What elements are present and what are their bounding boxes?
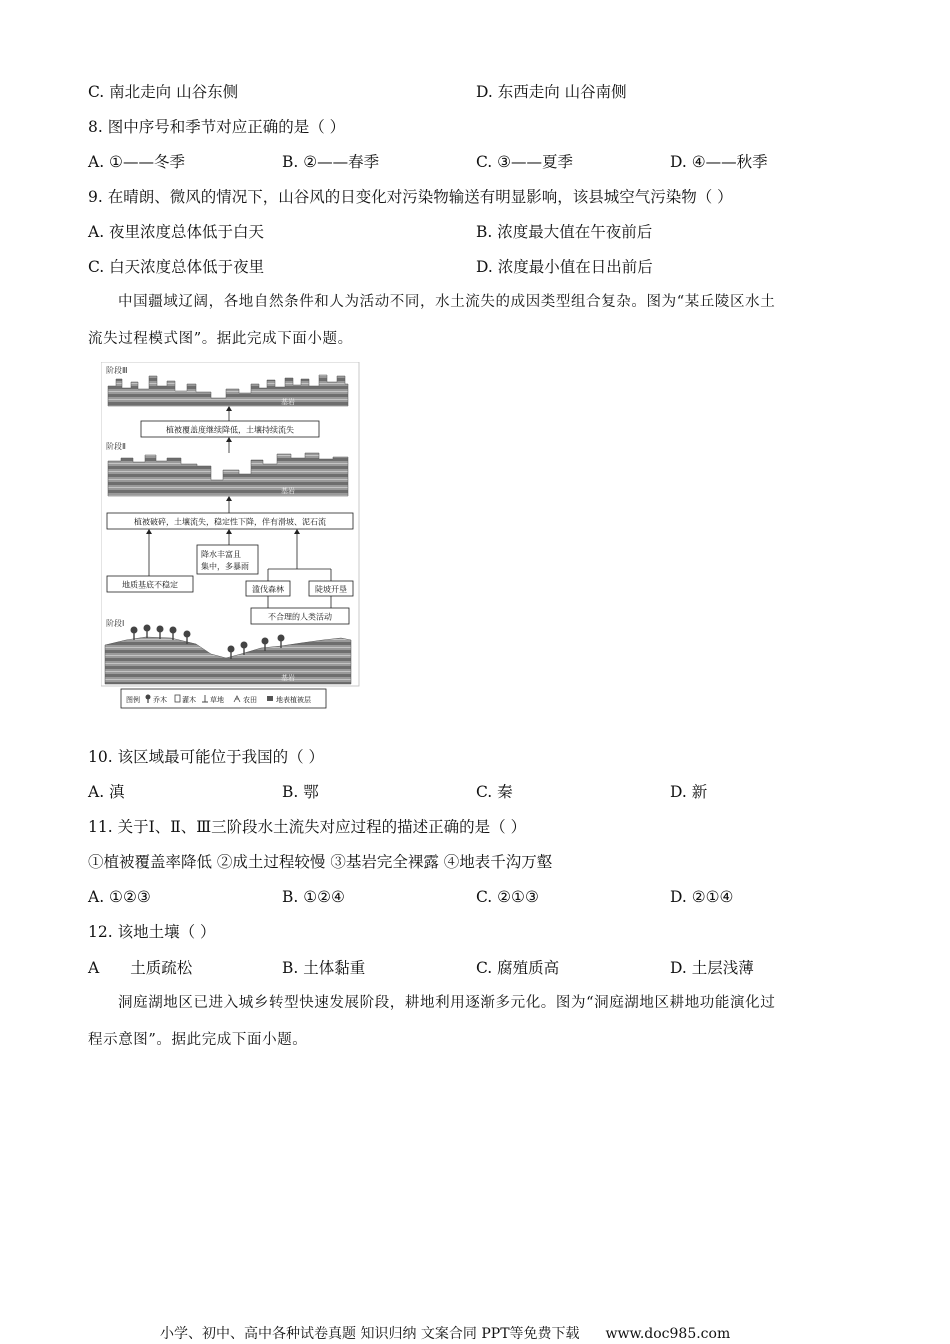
- q11-stem: 11. 关于Ⅰ、Ⅱ、Ⅲ三阶段水土流失对应过程的描述正确的是（ ）: [88, 818, 527, 836]
- q12-option-b: B. 土体黏重: [282, 959, 366, 977]
- q9-option-b: B. 浓度最大值在午夜前后: [476, 223, 653, 241]
- q7-option-d: D. 东西走向 山谷南侧: [476, 83, 627, 101]
- stage3-bedrock-label: 基岩: [281, 398, 295, 406]
- svg-text:植被破碎，土壤流失，稳定性下降，伴有滑坡、泥石流: 植被破碎，土壤流失，稳定性下降，伴有滑坡、泥石流: [134, 517, 326, 527]
- q12-option-c: C. 腐殖质高: [476, 959, 560, 977]
- svg-text:草地: 草地: [210, 696, 224, 704]
- q10-stem: 10. 该区域最可能位于我国的（ ）: [88, 748, 325, 766]
- q8-option-b: B. ②——春季: [282, 153, 380, 171]
- stage1-terrain: [105, 637, 351, 684]
- stage3-label: 阶段Ⅲ: [106, 366, 128, 375]
- intro2-line2: 程示意图”。据此完成下面小题。: [88, 1032, 308, 1048]
- svg-text:不合理的人类活动: 不合理的人类活动: [268, 612, 332, 622]
- svg-text:地质基底不稳定: 地质基底不稳定: [122, 580, 178, 590]
- q11-option-a: A. ①②③: [88, 888, 151, 906]
- q9-stem: 9. 在晴朗、微风的情况下，山谷风的日变化对污染物输送有明显影响，该县城空气污染物（ ）: [88, 188, 733, 206]
- svg-text:滥伐森林: 滥伐森林: [252, 585, 284, 594]
- svg-text:农田: 农田: [243, 696, 257, 704]
- intro2-line1: 洞庭湖地区已进入城乡转型快速发展阶段，耕地利用逐渐多元化。图为“洞庭湖地区耕地功能演化过: [118, 995, 776, 1011]
- footer-url[interactable]: www.doc985.com: [605, 1326, 731, 1342]
- stage3-terrain: [108, 375, 348, 406]
- stage2-terrain: [108, 453, 348, 496]
- q8-stem: 8. 图中序号和季节对应正确的是（ ）: [88, 118, 346, 136]
- q12-stem: 12. 该地土壤（ ）: [88, 923, 216, 941]
- q10-option-d: D. 新: [670, 783, 708, 801]
- q8-option-a: A. ①——冬季: [88, 153, 185, 171]
- footer-text: 小学、初中、高中各种试卷真题 知识归纳 文案合同 PPT等免费下载: [160, 1326, 580, 1342]
- q10-option-b: B. 鄂: [282, 783, 319, 801]
- q11-option-c: C. ②①③: [476, 888, 539, 906]
- stage2-bedrock-label: 基岩: [281, 487, 295, 495]
- soil-erosion-diagram: [101, 362, 363, 712]
- q9-option-a: A. 夜里浓度总体低于白天: [88, 223, 265, 241]
- stage1-bedrock-label: 基岩: [281, 674, 295, 682]
- q11-option-d: D. ②①④: [670, 888, 734, 906]
- q10-option-a: A. 滇: [88, 783, 125, 801]
- svg-text:集中，多暴雨: 集中，多暴雨: [201, 562, 249, 571]
- q11-option-b: B. ①②④: [282, 888, 345, 906]
- intro1-line2: 流失过程模式图”。据此完成下面小题。: [88, 331, 353, 347]
- svg-text:地表植被层: 地表植被层: [276, 696, 311, 704]
- q8-option-d: D. ④——秋季: [670, 153, 768, 171]
- q8-option-c: C. ③——夏季: [476, 153, 574, 171]
- svg-text:乔木: 乔木: [153, 696, 167, 704]
- q9-option-d: D. 浓度最小值在日出前后: [476, 258, 653, 276]
- svg-text:陡坡开垦: 陡坡开垦: [315, 585, 347, 594]
- svg-text:降水丰富且: 降水丰富且: [201, 550, 241, 559]
- q9-option-c: C. 白天浓度总体低于夜里: [88, 258, 265, 276]
- svg-text:图例: 图例: [126, 696, 140, 704]
- q10-option-c: C. 秦: [476, 783, 513, 801]
- q11-items: ①植被覆盖率降低 ②成土过程较慢 ③基岩完全裸露 ④地表千沟万壑: [88, 853, 553, 871]
- q7-option-c: C. 南北走向 山谷东侧: [88, 83, 239, 101]
- stage1-label: 阶段Ⅰ: [106, 619, 125, 628]
- q12-option-a: A 土质疏松: [88, 959, 193, 977]
- q12-option-d: D. 土层浅薄: [670, 959, 754, 977]
- stage2-label: 阶段Ⅱ: [106, 442, 126, 451]
- svg-text:植被覆盖度继续降低，土壤持续流失: 植被覆盖度继续降低，土壤持续流失: [166, 425, 294, 435]
- svg-text:灌木: 灌木: [182, 696, 196, 704]
- page-footer: [160, 1323, 730, 1343]
- intro1-line1: 中国疆域辽阔，各地自然条件和人为活动不同，水土流失的成因类型组合复杂。图为“某丘陵区水土: [118, 294, 776, 310]
